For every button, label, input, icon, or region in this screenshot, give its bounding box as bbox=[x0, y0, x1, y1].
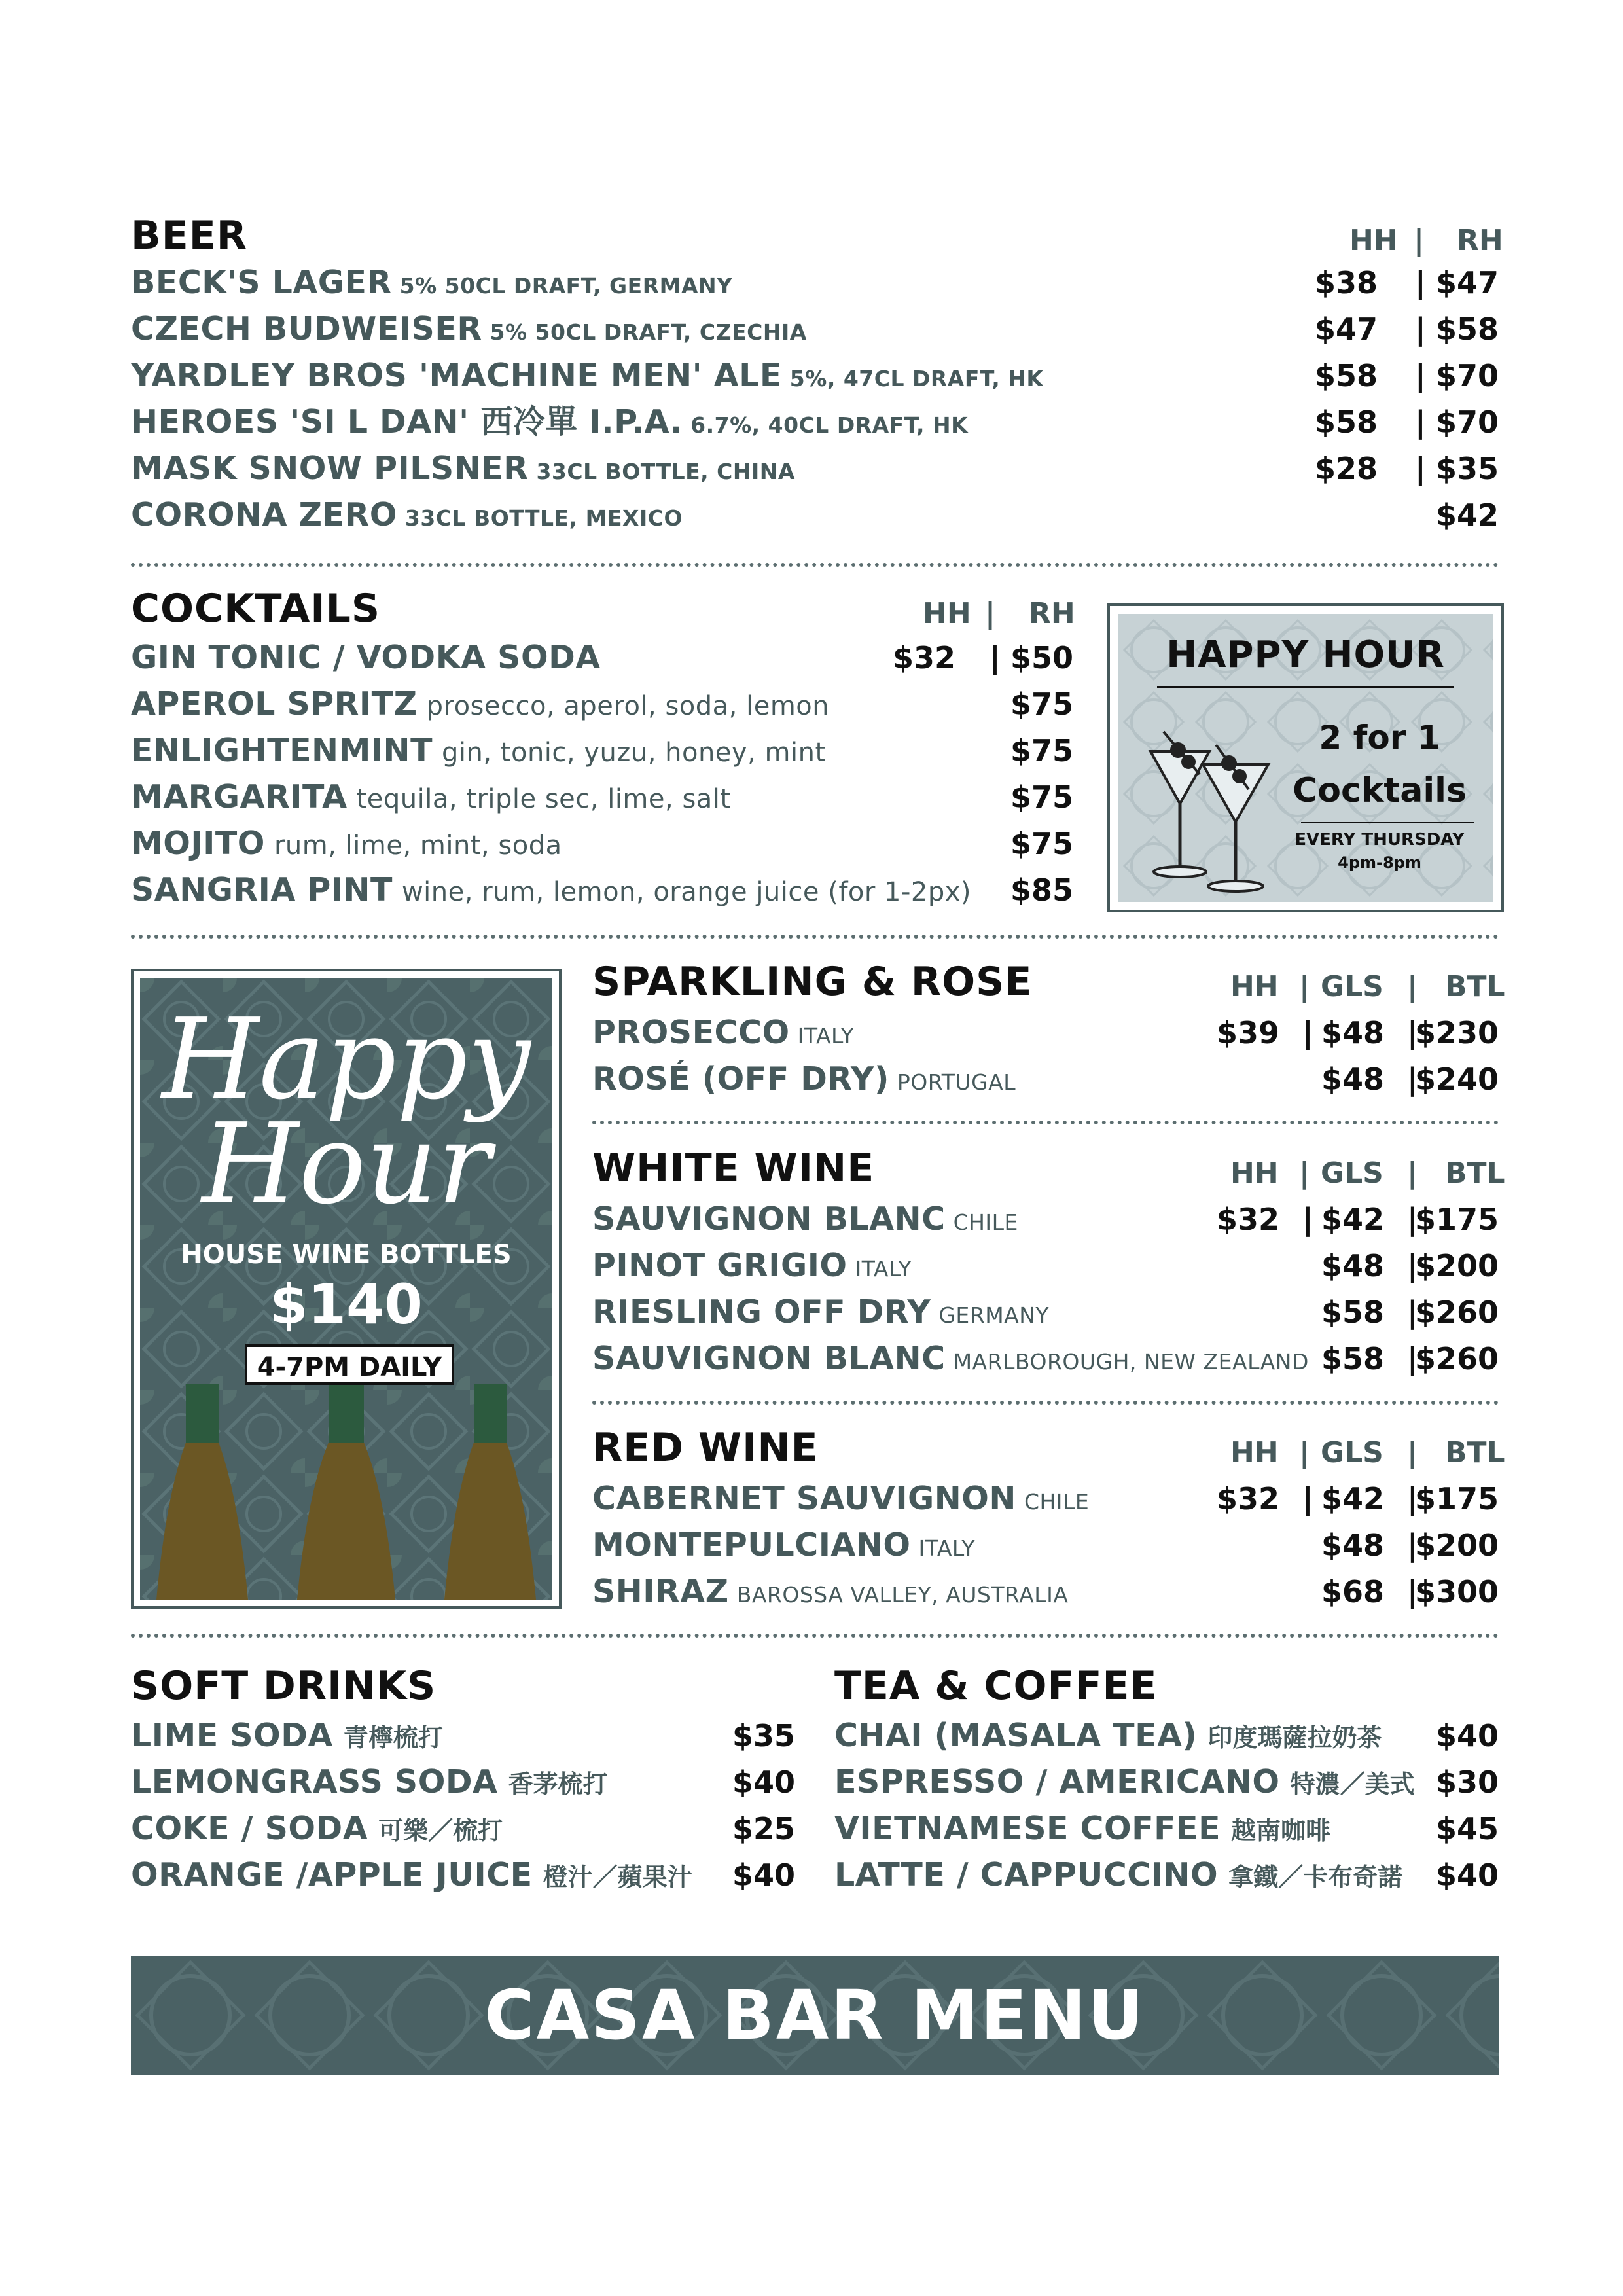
item-chinese-name: 特濃／美式 bbox=[1290, 1770, 1415, 1799]
poster-house-wine: HOUSE WINE BOTTLES bbox=[181, 1240, 512, 1270]
soft-item bbox=[131, 1809, 795, 1855]
price-separator: | bbox=[1407, 1062, 1418, 1097]
sparkling-item bbox=[592, 1060, 1499, 1105]
item-detail: tequila, triple sec, lime, salt bbox=[356, 784, 731, 814]
btl-price: $300 bbox=[1414, 1574, 1499, 1609]
item-price: $40 bbox=[1435, 1857, 1499, 1893]
price-separator: | bbox=[1407, 1341, 1418, 1376]
gls-price: $42 bbox=[1321, 1481, 1384, 1516]
hh-column-head: HH bbox=[1230, 970, 1279, 1003]
divider bbox=[131, 563, 1499, 567]
price-separator: | bbox=[1415, 265, 1426, 300]
item-chinese-name: 印度瑪薩拉奶茶 bbox=[1207, 1723, 1382, 1752]
beer-head-sep: | bbox=[1414, 224, 1425, 257]
price-separator: | bbox=[1407, 1528, 1418, 1563]
item-name-text: MONTEPULCIANO bbox=[592, 1526, 911, 1564]
poster-daily-tag: 4-7PM DAILY bbox=[245, 1344, 454, 1385]
item-detail: 5%, 47CL DRAFT, HK bbox=[789, 366, 1044, 391]
poster-price: $140 bbox=[270, 1272, 423, 1336]
price-separator: | bbox=[1407, 1574, 1418, 1609]
item-detail: 5% 50CL DRAFT, GERMANY bbox=[399, 273, 733, 298]
hh-price: $32 bbox=[1216, 1481, 1279, 1516]
gls-price: $48 bbox=[1321, 1062, 1384, 1097]
item-chinese-name: 越南咖啡 bbox=[1231, 1816, 1331, 1845]
item-name bbox=[592, 1526, 975, 1568]
hh-price: $28 bbox=[1314, 451, 1378, 486]
head-separator: | bbox=[1407, 1157, 1418, 1190]
gls-price: $48 bbox=[1321, 1248, 1384, 1283]
price-separator: | bbox=[1415, 451, 1426, 486]
btl-column-head: BTL bbox=[1445, 1436, 1505, 1469]
hh-price: $47 bbox=[1314, 312, 1378, 347]
gls-price: $58 bbox=[1321, 1295, 1384, 1330]
soft-item bbox=[131, 1856, 795, 1901]
item-name-text: BECK'S LAGER bbox=[131, 264, 392, 301]
happy-hour-rule bbox=[1157, 686, 1454, 688]
item-price: $40 bbox=[732, 1857, 795, 1893]
red-item bbox=[592, 1479, 1499, 1525]
white-item bbox=[592, 1293, 1499, 1338]
poster-hour: Hour bbox=[202, 1100, 491, 1229]
rh-price: $75 bbox=[1010, 780, 1073, 815]
item-name bbox=[131, 731, 826, 772]
price-separator: | bbox=[1407, 1202, 1418, 1237]
item-detail: CHILE bbox=[953, 1210, 1018, 1235]
head-separator: | bbox=[1299, 1157, 1310, 1190]
item-name bbox=[834, 1763, 1415, 1804]
item-name bbox=[592, 1060, 1016, 1102]
head-separator: | bbox=[1407, 970, 1418, 1003]
item-detail: ITALY bbox=[855, 1256, 912, 1282]
cocktail-item bbox=[131, 778, 1073, 823]
head-separator: | bbox=[1299, 970, 1310, 1003]
item-name-text: VIETNAMESE COFFEE bbox=[834, 1810, 1221, 1847]
item-chinese-name: 橙汁／蘋果汁 bbox=[543, 1863, 692, 1892]
beer-item bbox=[131, 403, 1499, 448]
beer-hh-head: HH bbox=[1349, 224, 1398, 257]
item-detail: PORTUGAL bbox=[897, 1069, 1016, 1095]
item-name-text: SAUVIGNON BLANC bbox=[592, 1200, 946, 1238]
item-chinese-name: 拿鐵／卡布奇諾 bbox=[1228, 1863, 1403, 1892]
item-detail: wine, rum, lemon, orange juice (for 1-2px) bbox=[401, 877, 972, 907]
item-name bbox=[131, 1856, 692, 1897]
item-name bbox=[131, 685, 829, 726]
price-separator: | bbox=[1415, 404, 1426, 440]
beer-item bbox=[131, 356, 1499, 402]
item-detail: 6.7%, 40CL DRAFT, HK bbox=[690, 412, 969, 438]
item-name bbox=[131, 263, 733, 306]
martini-glasses-icon bbox=[1137, 712, 1294, 895]
soft-item bbox=[131, 1716, 795, 1762]
rh-price: $70 bbox=[1435, 404, 1499, 440]
head-separator: | bbox=[1299, 1436, 1310, 1469]
rh-price: $50 bbox=[1010, 640, 1073, 675]
white-item bbox=[592, 1200, 1499, 1246]
item-name bbox=[834, 1716, 1382, 1757]
cocktail-item bbox=[131, 870, 1073, 916]
sparkling-item bbox=[592, 1013, 1499, 1059]
item-price: $30 bbox=[1435, 1765, 1499, 1800]
rh-price: $75 bbox=[1010, 687, 1073, 722]
item-name-text: PROSECCO bbox=[592, 1014, 790, 1051]
item-price: $45 bbox=[1435, 1811, 1499, 1846]
item-name-text: SHIRAZ bbox=[592, 1573, 729, 1610]
item-name-text: CABERNET SAUVIGNON bbox=[592, 1480, 1016, 1517]
item-name bbox=[592, 1339, 1309, 1382]
btl-price: $200 bbox=[1414, 1248, 1499, 1283]
white-item bbox=[592, 1246, 1499, 1292]
rh-price: $47 bbox=[1435, 265, 1499, 300]
item-name-text: CHAI (MASALA TEA) bbox=[834, 1717, 1198, 1754]
poster-happy: Happy bbox=[162, 995, 531, 1124]
item-detail: BAROSSA VALLEY, AUSTRALIA bbox=[736, 1582, 1069, 1607]
btl-column-head: BTL bbox=[1445, 970, 1505, 1003]
item-name bbox=[131, 449, 795, 492]
cocktails-title: COCKTAILS bbox=[131, 586, 381, 632]
poster-background bbox=[140, 978, 552, 1600]
white-item bbox=[592, 1339, 1499, 1385]
price-separator: | bbox=[1302, 1202, 1313, 1237]
hh-price: $32 bbox=[892, 640, 955, 675]
item-name bbox=[592, 1572, 1068, 1615]
happy-hour-box-background bbox=[1118, 614, 1493, 902]
item-detail: 5% 50CL DRAFT, CZECHIA bbox=[490, 319, 807, 345]
item-name-text: RIESLING OFF DRY bbox=[592, 1293, 931, 1331]
item-name bbox=[131, 1809, 503, 1850]
item-detail: 33CL BOTTLE, CHINA bbox=[536, 459, 795, 484]
cocktail-item bbox=[131, 731, 1073, 777]
item-price: $40 bbox=[732, 1765, 795, 1800]
beer-item bbox=[131, 310, 1499, 355]
item-name-text: APEROL SPRITZ bbox=[131, 685, 418, 723]
soft-drinks-title: SOFT DRINKS bbox=[131, 1663, 437, 1709]
btl-price: $260 bbox=[1414, 1341, 1499, 1376]
gls-column-head: GLS bbox=[1321, 970, 1383, 1003]
sparkling-title: SPARKLING & ROSE bbox=[592, 959, 1033, 1005]
divider bbox=[131, 935, 1499, 939]
red-wine-title: RED WINE bbox=[592, 1425, 819, 1471]
beer-rh-head: RH bbox=[1457, 224, 1503, 257]
gls-price: $42 bbox=[1321, 1202, 1384, 1237]
btl-price: $200 bbox=[1414, 1528, 1499, 1563]
item-name bbox=[131, 870, 971, 912]
price-separator: | bbox=[1302, 1015, 1313, 1050]
soft-item bbox=[131, 1763, 795, 1808]
btl-column-head: BTL bbox=[1445, 1157, 1505, 1190]
item-name bbox=[592, 1479, 1089, 1522]
happy-hour-offer: 2 for 1 bbox=[1319, 719, 1440, 757]
item-name-text: SANGRIA PINT bbox=[131, 871, 393, 908]
happy-hour-rule-2 bbox=[1301, 822, 1474, 823]
cocktail-item bbox=[131, 685, 1073, 730]
red-item bbox=[592, 1526, 1499, 1571]
item-detail: CHILE bbox=[1024, 1489, 1090, 1515]
tea-item bbox=[834, 1856, 1499, 1901]
hh-price: $32 bbox=[1216, 1202, 1279, 1237]
hh-column-head: HH bbox=[1230, 1157, 1279, 1190]
item-price: $25 bbox=[732, 1811, 795, 1846]
item-detail: ITALY bbox=[918, 1535, 976, 1561]
divider bbox=[592, 1121, 1499, 1124]
item-name-text: MOJITO bbox=[131, 825, 265, 862]
item-name bbox=[131, 403, 968, 445]
item-name-text: CORONA ZERO bbox=[131, 496, 397, 533]
rh-price: $35 bbox=[1435, 451, 1499, 486]
cocktails-rh-head: RH bbox=[1029, 597, 1075, 630]
hh-column-head: HH bbox=[1230, 1436, 1279, 1469]
price-separator: | bbox=[1407, 1295, 1418, 1330]
price-separator: | bbox=[1415, 312, 1426, 347]
rh-price: $85 bbox=[1010, 872, 1073, 908]
item-name-text: COKE / SODA bbox=[131, 1810, 368, 1847]
item-name-text: GIN TONIC / VODKA SODA bbox=[131, 639, 601, 676]
item-name-text: YARDLEY BROS 'MACHINE MEN' ALE bbox=[131, 357, 782, 394]
item-name-text: PINOT GRIGIO bbox=[592, 1247, 847, 1284]
happy-hour-day: EVERY THURSDAY bbox=[1294, 830, 1465, 850]
cocktail-item bbox=[131, 824, 1073, 870]
item-name bbox=[592, 1200, 1018, 1242]
item-detail: prosecco, aperol, soda, lemon bbox=[426, 691, 830, 721]
tea-item bbox=[834, 1716, 1499, 1762]
item-name-text: ORANGE /APPLE JUICE bbox=[131, 1856, 533, 1893]
gls-price: $68 bbox=[1321, 1574, 1384, 1609]
item-name-text: ESPRESSO / AMERICANO bbox=[834, 1763, 1280, 1801]
item-price: $40 bbox=[1435, 1718, 1499, 1753]
item-name bbox=[131, 824, 562, 865]
beer-title: BEER bbox=[131, 213, 247, 259]
btl-price: $240 bbox=[1414, 1062, 1499, 1097]
item-detail: MARLBOROUGH, NEW ZEALAND bbox=[953, 1349, 1309, 1374]
item-name-text: SAUVIGNON BLANC bbox=[592, 1340, 946, 1377]
btl-price: $175 bbox=[1414, 1202, 1499, 1237]
cocktails-head-sep: | bbox=[985, 597, 996, 630]
white-wine-title: WHITE WINE bbox=[592, 1145, 875, 1191]
cocktails-hh-head: HH bbox=[923, 597, 971, 630]
happy-hour-cocktail-box bbox=[1107, 603, 1504, 912]
item-name bbox=[131, 1763, 608, 1804]
gls-column-head: GLS bbox=[1321, 1436, 1383, 1469]
item-name bbox=[592, 1293, 1049, 1335]
wine-bottles bbox=[156, 1384, 536, 1600]
item-detail: rum, lime, mint, soda bbox=[274, 831, 562, 861]
happy-hour-cocktails: Cocktails bbox=[1293, 771, 1467, 810]
price-separator: | bbox=[1407, 1015, 1418, 1050]
item-name bbox=[131, 638, 601, 677]
gls-price: $58 bbox=[1321, 1341, 1384, 1376]
item-name bbox=[592, 1013, 854, 1056]
item-chinese-name: 香茅梳打 bbox=[508, 1770, 608, 1799]
hh-price: $58 bbox=[1314, 358, 1378, 393]
item-name bbox=[131, 495, 683, 538]
tea-item bbox=[834, 1763, 1499, 1808]
rh-price: $70 bbox=[1435, 358, 1499, 393]
tea-item bbox=[834, 1809, 1499, 1855]
item-detail: gin, tonic, yuzu, honey, mint bbox=[442, 738, 826, 768]
item-chinese-name: 青檸梳打 bbox=[343, 1723, 443, 1752]
btl-price: $230 bbox=[1414, 1015, 1499, 1050]
btl-price: $260 bbox=[1414, 1295, 1499, 1330]
btl-price: $175 bbox=[1414, 1481, 1499, 1516]
item-name-text: ROSÉ (OFF DRY) bbox=[592, 1060, 889, 1098]
tea-coffee-title: TEA & COFFEE bbox=[834, 1663, 1158, 1709]
item-name bbox=[131, 1716, 443, 1757]
item-name-text: ENLIGHTENMINT bbox=[131, 732, 433, 769]
item-name bbox=[834, 1856, 1402, 1897]
item-detail: 33CL BOTTLE, MEXICO bbox=[404, 505, 683, 531]
hh-price: $39 bbox=[1216, 1015, 1279, 1050]
footer-banner bbox=[131, 1956, 1499, 2075]
hh-price: $58 bbox=[1314, 404, 1378, 440]
happy-hour-title: HAPPY HOUR bbox=[1166, 634, 1445, 676]
gls-column-head: GLS bbox=[1321, 1157, 1383, 1190]
divider bbox=[131, 1634, 1499, 1638]
item-name bbox=[131, 310, 807, 352]
hh-price: $38 bbox=[1314, 265, 1378, 300]
item-name bbox=[131, 356, 1043, 399]
cocktail-item bbox=[131, 638, 1073, 684]
happy-hour-time: 4pm-8pm bbox=[1338, 853, 1421, 872]
rh-price: $58 bbox=[1435, 312, 1499, 347]
red-item bbox=[592, 1572, 1499, 1618]
price-separator: | bbox=[1415, 358, 1426, 393]
beer-item bbox=[131, 263, 1499, 309]
item-price: $35 bbox=[732, 1718, 795, 1753]
rh-price: $75 bbox=[1010, 826, 1073, 861]
item-name bbox=[592, 1246, 912, 1289]
item-name-text: LATTE / CAPPUCCINO bbox=[834, 1856, 1219, 1893]
item-name-text: MASK SNOW PILSNER bbox=[131, 450, 529, 487]
price-separator: | bbox=[1302, 1481, 1313, 1516]
price-separator: | bbox=[1407, 1248, 1418, 1283]
price-separator: | bbox=[990, 640, 1001, 675]
item-name-text: LIME SODA bbox=[131, 1717, 333, 1754]
divider bbox=[592, 1401, 1499, 1405]
head-separator: | bbox=[1407, 1436, 1418, 1469]
rh-price: $75 bbox=[1010, 733, 1073, 768]
item-name bbox=[131, 778, 731, 819]
item-name-text: MARGARITA bbox=[131, 778, 348, 816]
beer-item bbox=[131, 495, 1499, 541]
item-chinese-name: 可樂／梳打 bbox=[378, 1816, 503, 1845]
rh-price: $42 bbox=[1435, 497, 1499, 533]
item-name-text: LEMONGRASS SODA bbox=[131, 1763, 498, 1801]
item-detail: GERMANY bbox=[938, 1302, 1050, 1328]
item-name-text: CZECH BUDWEISER bbox=[131, 310, 482, 348]
item-name bbox=[834, 1809, 1330, 1850]
gls-price: $48 bbox=[1321, 1528, 1384, 1563]
menu-title: CASA BAR MENU bbox=[484, 1975, 1145, 2055]
beer-item bbox=[131, 449, 1499, 495]
gls-price: $48 bbox=[1321, 1015, 1384, 1050]
item-name-text: HEROES 'SI L DAN' 西冷單 I.P.A. bbox=[131, 403, 683, 440]
price-separator: | bbox=[1407, 1481, 1418, 1516]
house-wine-poster bbox=[131, 969, 562, 1609]
item-detail: ITALY bbox=[797, 1023, 855, 1049]
